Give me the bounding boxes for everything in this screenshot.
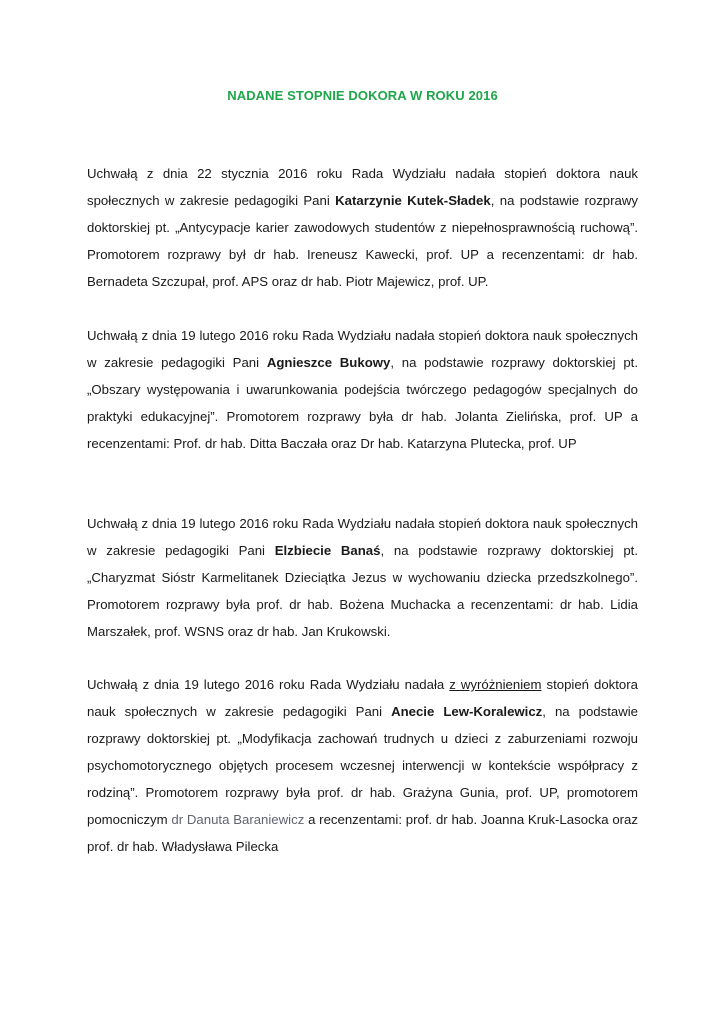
degree-paragraph-3 bbox=[87, 510, 638, 645]
paragraph-intro-continued: stopień doktora nauk społecznych w zakresie pedagogiki Pani bbox=[87, 677, 638, 719]
paragraph-intro: Uchwałą z dnia 19 lutego 2016 roku Rada Wydziału nadała stopień doktora nauk społecznych w zakresie pedagogiki Pani bbox=[87, 328, 638, 370]
distinction-text: z wyróżnieniem bbox=[449, 677, 542, 692]
assistant-supervisor-name: dr Danuta Baraniewicz bbox=[171, 812, 305, 827]
paragraph-body: , na podstawie rozprawy doktorskiej pt. „Charyzmat Sióstr Karmelitanek Dzieciątka Jezus w wychowaniu dziecka przedszkolnego”. Promotorem rozprawy była prof. dr hab. Bożena Muchacka a recenzentami: dr hab. Lidia Marszałek, prof. WSNS oraz dr hab. Jan Krukowski. bbox=[87, 543, 638, 639]
recipient-name: Anecie Lew-Koralewicz bbox=[391, 704, 543, 719]
paragraph-intro: Uchwałą z dnia 19 lutego 2016 roku Rada Wydziału nadała bbox=[87, 677, 450, 692]
degree-paragraph-2 bbox=[87, 322, 638, 457]
degree-paragraph-1 bbox=[87, 160, 638, 295]
recipient-name: Elzbiecie Banaś bbox=[274, 543, 381, 558]
paragraph-intro: Uchwałą z dnia 19 lutego 2016 roku Rada Wydziału nadała stopień doktora nauk społecznych w zakresie pedagogiki Pani bbox=[87, 516, 638, 558]
paragraph-body: , na podstawie rozprawy doktorskiej pt. „Antycypacje karier zawodowych studentów z niepełnosprawnością ruchową”. Promotorem rozprawy był dr hab. Ireneusz Kawecki, prof. UP a recenzentami: dr hab. Bernadeta Szczupał, prof. APS oraz dr hab. Piotr Majewicz, prof. UP. bbox=[87, 193, 638, 289]
recipient-name: Katarzynie Kutek-Sładek bbox=[335, 193, 491, 208]
paragraph-body-continued: a recenzentami: prof. dr hab. Joanna Kruk-Lasocka oraz prof. dr hab. Władysława Pilecka bbox=[87, 812, 638, 854]
recipient-name: Agnieszce Bukowy bbox=[266, 355, 391, 370]
degree-paragraph-4 bbox=[87, 671, 638, 860]
paragraph-body: , na podstawie rozprawy doktorskiej pt. „Modyfikacja zachowań trudnych u dzieci z zaburzeniami rozwoju psychomotorycznego objętych procesem wczesnej interwencji w kontekście współpracy z rodziną”. Promotorem rozprawy była prof. dr hab. Grażyna Gunia, prof. UP, promotorem pomocniczym bbox=[87, 704, 639, 827]
page-title: NADANE STOPNIE DOKORA W ROKU 2016 bbox=[227, 88, 498, 103]
paragraph-intro: Uchwałą z dnia 22 stycznia 2016 roku Rada Wydziału nadała stopień doktora nauk społecznych w zakresie pedagogiki Pani bbox=[87, 166, 638, 208]
paragraph-body: , na podstawie rozprawy doktorskiej pt. „Obszary występowania i uwarunkowania podejścia twórczego pedagogów specjalnych do praktyki edukacyjnej”. Promotorem rozprawy była dr hab. Jolanta Zielińska, prof. UP a recenzentami: Prof. dr hab. Ditta Baczała oraz Dr hab. Katarzyna Plutecka, prof. UP bbox=[87, 355, 638, 451]
